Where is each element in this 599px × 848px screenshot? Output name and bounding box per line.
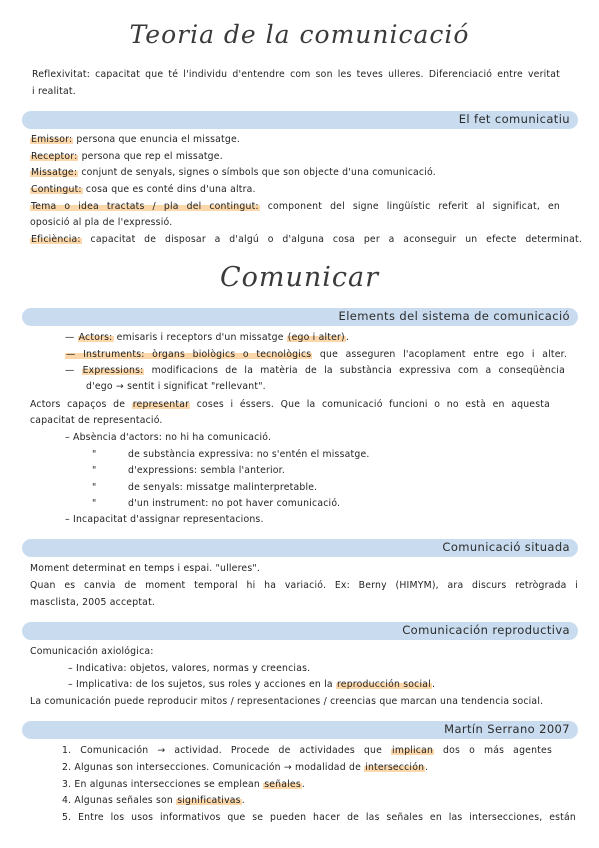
def-receptor <box>30 151 223 162</box>
element-instruments <box>65 349 567 360</box>
martin-item-3-text: 3. En algunas intersecciones se emplean <box>62 779 264 790</box>
term-eficiencia: Eficiència: <box>31 234 81 245</box>
section-title-situada: Comunicació situada <box>442 540 570 554</box>
section-header-martin <box>22 721 578 739</box>
term-tema: Tema o idea tractats / pla del contingut: <box>31 201 259 212</box>
element-expressions-dash: — <box>65 365 82 376</box>
def-eficiencia-text: capacitat de disposar a d'algú o d'alguna cosa per a aconseguir un efecte determinat. <box>81 234 582 245</box>
section-header-elements <box>22 308 578 326</box>
section-title-reproductiva: Comunicación reproductiva <box>402 623 570 637</box>
significativas-highlight: significativas <box>177 795 241 806</box>
martin-item-4-text: 4. Algunas señales son <box>62 795 177 806</box>
martin-item-2 <box>62 762 428 773</box>
def-tema <box>30 201 560 212</box>
element-actors-text: emisaris i receptors d'un missatge <box>113 332 287 343</box>
martin-item-3 <box>62 779 305 790</box>
section-title-fet: El fet comunicatiu <box>458 112 570 126</box>
def-eficiencia <box>30 234 582 245</box>
martin-item-1-end: dos o más agentes <box>434 745 552 756</box>
absence-expressions: d'expressions: sembla l'anterior. <box>128 465 286 476</box>
def-tema-line-2: oposició al pla de l'expressió. <box>30 217 173 228</box>
absence-signals: de senyals: missatge malinterpretable. <box>128 482 318 493</box>
def-tema-text: component del signe lingüístic referit al significat, en <box>259 201 560 212</box>
martin-item-1 <box>62 745 552 756</box>
implican-highlight: implican <box>392 745 434 756</box>
representar-highlight: representar <box>132 399 190 410</box>
term-receptor: Receptor: <box>31 151 78 162</box>
absence-signals-mark: " <box>92 482 97 493</box>
reproductiva-implicativa <box>68 679 435 690</box>
element-expressions-line-2: d'ego → sentit i significat "rellevant". <box>86 381 266 392</box>
actors-capacity-text-2: coses i éssers. Que la comunicació funcioni o no està en aquesta <box>190 399 550 410</box>
intro-line-2: i realitat. <box>32 86 76 97</box>
element-expressions-text: modificacions de la matèria de la substància expressiva com a conseqüència <box>144 365 565 376</box>
section-header-fet <box>22 111 578 129</box>
reproductiva-indicativa: – Indicativa: objetos, valores, normas y creencias. <box>68 663 311 674</box>
incapacity: – Incapacitat d'assignar representacions. <box>65 514 264 525</box>
def-missatge-text: conjunt de senyals, signes o símbols que son objecte d'una comunicació. <box>78 167 436 178</box>
element-actors-end: . <box>345 332 350 343</box>
actors-capacity <box>30 399 550 410</box>
element-instruments-text: que asseguren l'acoplament entre ego i alter. <box>312 349 567 360</box>
page-subtitle: Comunicar <box>219 262 380 293</box>
term-emissor: Emissor: <box>31 134 73 145</box>
intro-line-1: Reflexivitat: capacitat que té l'individu d'entendre com son les teves ulleres. Diferenciació entre veritat <box>32 69 560 80</box>
absence-substance: de substància expressiva: no s'entén el missatge. <box>128 449 370 460</box>
def-emissor-text: persona que enuncia el missatge. <box>73 134 241 145</box>
situada-line-3: masclista, 2005 acceptat. <box>30 597 156 608</box>
section-title-elements: Elements del sistema de comunicació <box>338 309 570 323</box>
martin-item-4-end: . <box>241 795 245 806</box>
absence-substance-mark: " <box>92 449 97 460</box>
page-title: Teoria de la comunicació <box>129 20 470 49</box>
reproduccion-social-highlight: reproducción social <box>336 679 431 690</box>
def-contingut <box>30 184 256 195</box>
section-header-reproductiva <box>22 622 578 640</box>
absence-actors: – Absència d'actors: no hi ha comunicació. <box>65 432 272 443</box>
martin-item-2-text: 2. Algunas son intersecciones. Comunicación → modalidad de <box>62 762 365 773</box>
situada-line-2: Quan es canvia de moment temporal hi ha variació. Ex: Berny (HIMYM), ara discurs retrògrada i <box>30 580 578 591</box>
absence-expressions-mark: " <box>92 465 97 476</box>
implicativa-text: – Implicativa: de los sujetos, sus roles y acciones en la <box>68 679 336 690</box>
martin-item-3-end: . <box>301 779 306 790</box>
def-contingut-text: cosa que es conté dins d'una altra. <box>82 184 256 195</box>
actors-highlight: (ego i alter) <box>287 332 345 343</box>
def-missatge <box>30 167 436 178</box>
term-instruments: — Instruments: òrgans biològics o tecnològics <box>66 349 312 360</box>
senales-highlight: señales <box>264 779 301 790</box>
reproductiva-line-1: Comunicación axiológica: <box>30 646 154 657</box>
reproductiva-line-4: La comunicación puede reproducir mitos / representaciones / creencias que marcan una tendencia social. <box>30 696 544 707</box>
def-emissor <box>30 134 240 145</box>
absence-instrument: d'un instrument: no pot haver comunicació. <box>128 498 341 509</box>
martin-item-5: 5. Entre los usos informativos que se pueden hacer de las señales en las intersecciones, están <box>62 812 576 823</box>
element-expressions <box>65 365 565 376</box>
martin-item-1-text: 1. Comunicación → actividad. Procede de actividades que <box>62 745 392 756</box>
implicativa-end: . <box>431 679 436 690</box>
actors-capacity-text-1: Actors capaços de <box>30 399 132 410</box>
section-title-martin: Martín Serrano 2007 <box>444 722 570 736</box>
situada-line-1: Moment determinat en temps i espai. "ulleres". <box>30 563 261 574</box>
absence-instrument-mark: " <box>92 498 97 509</box>
actors-capacity-line-2: capacitat de representació. <box>30 415 163 426</box>
element-actors-dash: — <box>65 332 78 343</box>
term-actors: Actors: <box>78 332 113 343</box>
martin-item-4 <box>62 795 245 806</box>
element-actors <box>65 332 349 343</box>
martin-item-2-end: . <box>425 762 429 773</box>
term-missatge: Missatge: <box>31 167 78 178</box>
term-contingut: Contingut: <box>31 184 82 195</box>
term-expressions: Expressions: <box>82 365 144 376</box>
def-receptor-text: persona que rep el missatge. <box>78 151 223 162</box>
section-header-situada <box>22 539 578 557</box>
interseccion-highlight: intersección <box>365 762 425 773</box>
